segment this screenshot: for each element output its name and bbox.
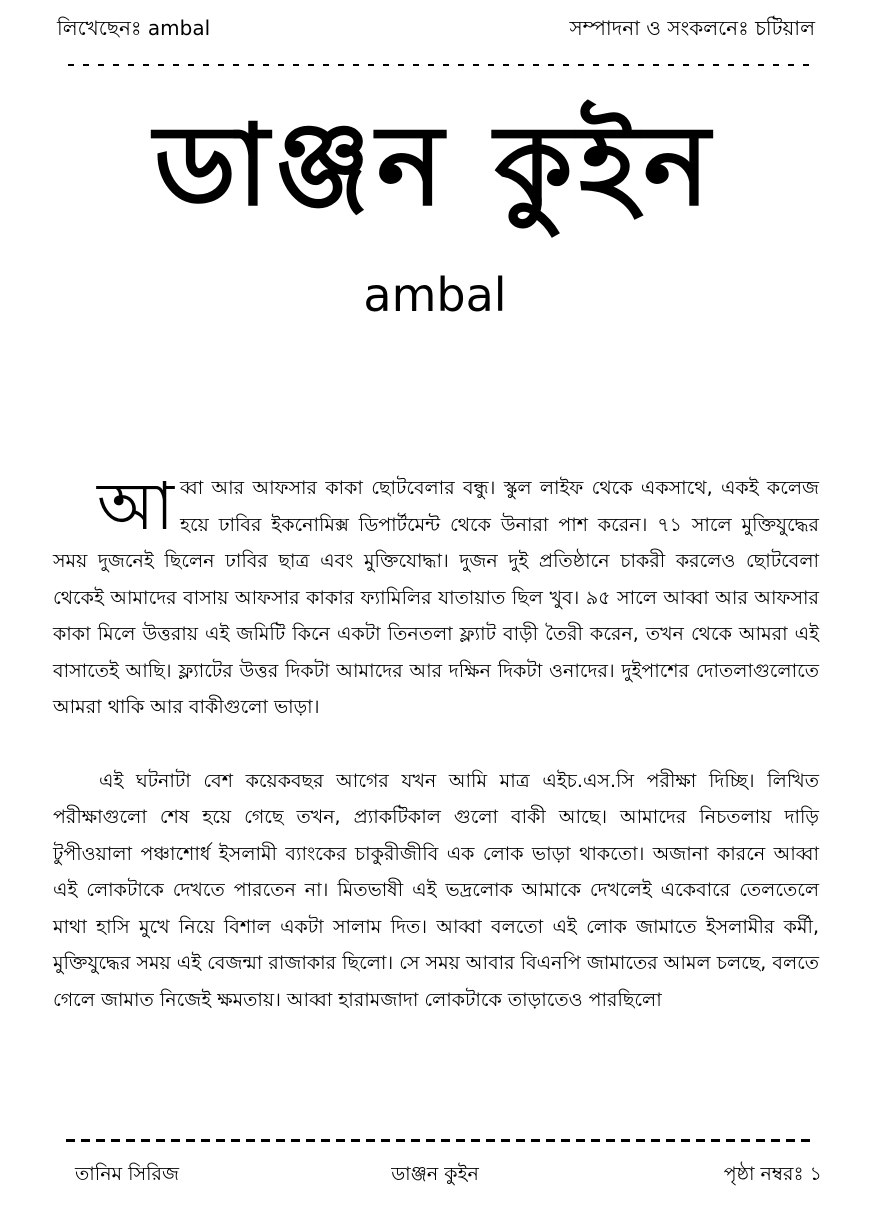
paragraph-1-text: ব্বা আর আফসার কাকা ছোটবেলার বন্ধু। স্কুল লাইফ থেকে একসাথে, একই কলেজ হয়ে ঢাবির ইকনোমিক্স ডিপার্টমেন্ট থেকে উনারা পাশ করেন। ৭১ সালে মুক্তিযুদ্ধের সময় দুজনেই ছিলেন ঢাবির ছাত্র এবং মুক্তিযোদ্ধা। দুজন দুই প্রতিষ্ঠানে চাকরী করলেও ছোটবেলা থেকেই আমাদের বাসায় আফসার কাকার ফ্যামিলির যাতায়াত ছিল খুব। ৯৫ সালে আব্বা আর আফসার কাকা মিলে উত্তরায় এই জমিটি কিনে একটা তিনতলা ফ্ল্যাট বাড়ী তৈরী করেন, তখন থেকে আমরা এই বাসাতেই আছি। ফ্ল্যাটের উত্তর দিকটা আমাদের আর দক্ষিন দিকটা ওনাদের। দুইপাশের দোতলাগুলোতে আমরা থাকি আর বাকীগুলো ভাড়া। xyxy=(53,477,819,718)
story-author: ambal xyxy=(363,268,507,322)
paragraph-2: এই ঘটনাটা বেশ কয়েকবছর আগের যখন আমি মাত্র এইচ.এস.সি পরীক্ষা দিচ্ছি। লিখিত পরীক্ষাগুলো শেষ হয়ে গেছে তখন, প্র্যাকটিকাল গুলো বাকী আছে। আমাদের নিচতলায় দাড়ি টুপীওয়ালা পঞ্চাশোর্ধ ইসলামী ব্যাংকের চাকুরীজীবি এক লোক ভাড়া থাকতো। অজানা কারনে আব্বা এই লোকটাকে দেখতে পারতেন না। মিতভাষী এই ভদ্রলোক আমাকে দেখলেই একেবারে তেলতেলে মাথা হাসি মুখে নিয়ে বিশাল একটা সালাম দিত। আব্বা বলতো এই লোক জামাতে ইসলামীর কর্মী, মুক্তিযুদ্ধের সময় এই বেজন্মা রাজাকার ছিলো। সে সময় আবার বিএনপি জামাতের আমল চলছে, বলতে গেলে জামাত নিজেই ক্ষমতায়। আব্বা হারামজাদা লোকটাকে তাড়াতেও পারছিলো xyxy=(53,769,819,1011)
header-divider xyxy=(68,64,810,66)
story-body xyxy=(53,470,819,1018)
paragraph-1 xyxy=(53,470,819,726)
drop-cap: আ xyxy=(97,468,174,545)
page-number: পৃষ্ঠা নম্বরঃ ১ xyxy=(723,1163,822,1185)
footer-series: তানিম সিরিজ xyxy=(75,1163,180,1185)
footer-divider xyxy=(66,1139,812,1142)
editor-credit: সম্পাদনা ও সংকলনেঃ চটিয়াল xyxy=(569,16,815,40)
footer-title: ডাঞ্জন কুইন xyxy=(391,1163,479,1185)
story-title: ডাঞ্জন কুইন xyxy=(154,101,716,231)
writer-credit: লিখেছেনঃ ambal xyxy=(57,16,211,40)
